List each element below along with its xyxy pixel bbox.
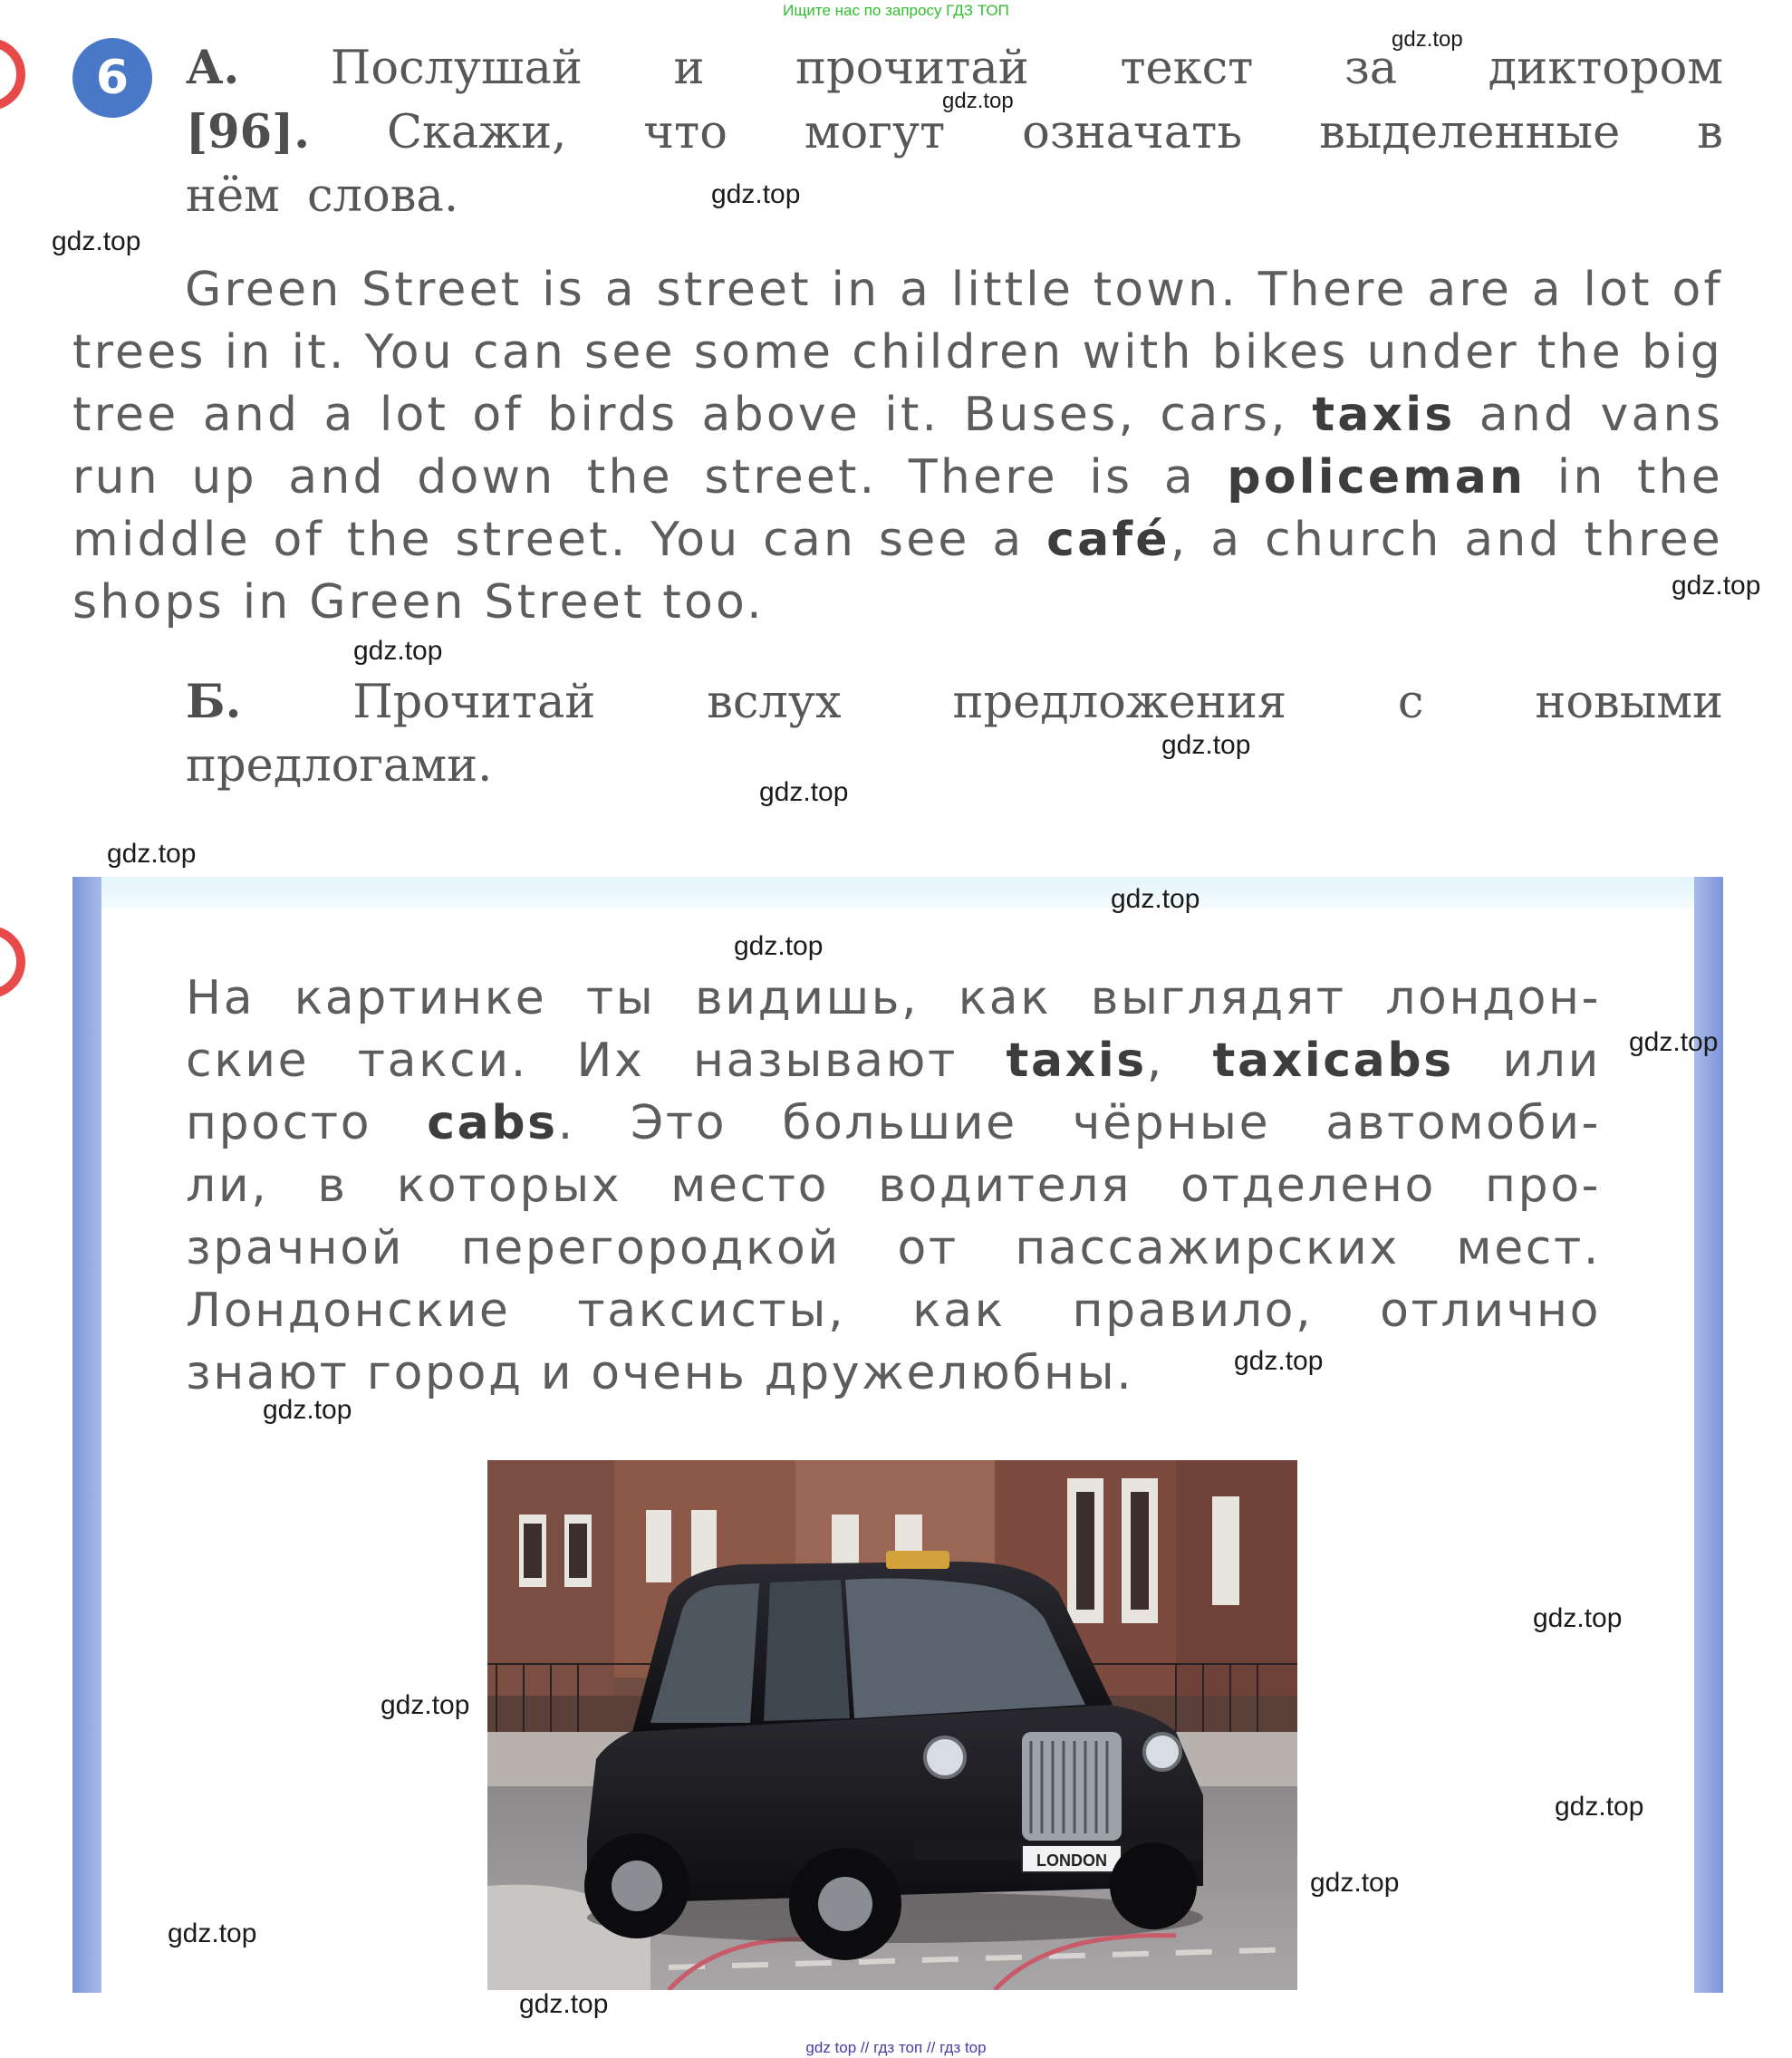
highlighted-word: taxis [1006, 1034, 1147, 1088]
word: с [1397, 676, 1424, 729]
watermark: gdz.top [1533, 1603, 1623, 1633]
watermark: gdz.top [1111, 884, 1200, 914]
watermark: gdz.top [1555, 1792, 1644, 1822]
word: диктором [1488, 42, 1724, 95]
word: новыми [1535, 676, 1724, 729]
word: за [1344, 42, 1398, 95]
task-b-line-2: предлогами. [186, 739, 493, 793]
highlighted-word: café [1046, 513, 1171, 567]
watermark: gdz.top [1629, 1027, 1719, 1057]
info-line: ли, в которых место водителя отделено про- [186, 1159, 1601, 1213]
watermark: gdz.top [734, 931, 824, 961]
passage-text: and vans run up and down the street. There is a [72, 388, 1723, 505]
info-box-top-band [72, 877, 1723, 908]
task-a-instruction [186, 36, 1723, 228]
watermark: gdz.top [168, 1919, 257, 1948]
word: и [673, 42, 705, 95]
taxi-illustration [487, 1460, 1297, 1990]
watermark: gdz.top [1161, 730, 1251, 760]
info-box-left-bar [72, 877, 101, 1993]
info-text: или [1453, 1034, 1601, 1088]
task-b-line-1 [186, 670, 1723, 735]
watermark: gdz.top [52, 226, 141, 256]
passage-text: Green Street is a street in a little town. There are a lot of trees in it. You can see some children with bikes under the big tree and a lot of birds above it. Buses, cars, [72, 263, 1723, 442]
info-line: знают город и очень дружелюбны. [186, 1346, 1134, 1400]
london-taxi-photo [487, 1460, 1297, 1990]
watermark: gdz.top [381, 1690, 470, 1720]
watermark: gdz.top [1234, 1346, 1324, 1376]
watermark: gdz.top [107, 839, 197, 869]
word: Скажи, [386, 106, 567, 159]
info-text: ские такси. Их называют [186, 1034, 1007, 1088]
info-text: , [1146, 1034, 1213, 1088]
watermark: gdz.top [942, 89, 1014, 113]
highlighted-word: taxis [1312, 388, 1456, 442]
top-notice: Ищите нас по запросу ГДЗ ТОП [783, 2, 1009, 19]
info-line: зрачной перегородкой от пассажирских мест. [186, 1221, 1601, 1275]
highlighted-word: taxicabs [1212, 1034, 1454, 1088]
task-a-line-3: нём слова. [186, 169, 459, 223]
info-line [186, 1092, 1601, 1155]
passage-text: in the middle of the street. You can see a [72, 450, 1723, 567]
task-b-letter: Б. [186, 675, 242, 729]
word: в [1697, 106, 1723, 159]
info-line: На картинке ты видишь, как выглядят лондон- [186, 971, 1601, 1025]
word: могут [804, 106, 946, 159]
license-plate: LONDON [1036, 1851, 1107, 1870]
info-line: Лондонские таксисты, как правило, отлично [186, 1284, 1601, 1338]
task-b-instruction [186, 670, 1723, 798]
watermark: gdz.top [263, 1395, 352, 1425]
word: что [643, 106, 727, 159]
word: вслух [707, 676, 842, 729]
word: текст [1120, 42, 1254, 95]
highlighted-word: cabs [427, 1096, 558, 1150]
info-box-text [186, 967, 1601, 1405]
watermark: gdz.top [711, 179, 801, 209]
watermark: gdz.top [1392, 27, 1463, 52]
word: прочитай [795, 42, 1029, 95]
info-text: просто [186, 1096, 428, 1150]
reading-passage [72, 259, 1723, 634]
info-line [186, 1030, 1601, 1092]
word: выделенные [1319, 106, 1621, 159]
watermark: gdz.top [353, 636, 443, 666]
footer-text: gdz top // гдз топ // гдз top [805, 2039, 987, 2056]
word: предложения [952, 676, 1287, 729]
passage-text: , a church and three shops in Green Street too. [72, 513, 1723, 630]
exercise-number-badge: 6 [72, 38, 152, 118]
watermark: gdz.top [759, 777, 849, 807]
word: означать [1022, 106, 1243, 159]
audio-track-ref: [96]. [186, 105, 310, 159]
watermark: gdz.top [1672, 571, 1761, 601]
watermark: gdz.top [519, 1989, 609, 2019]
word: Послушай [330, 42, 583, 95]
word: Прочитай [352, 676, 596, 729]
watermark: gdz.top [1310, 1868, 1400, 1898]
side-circle-decoration [0, 38, 25, 111]
task-a-letter: А. [186, 41, 240, 95]
side-circle-decoration [0, 926, 25, 998]
info-text: . Это большие чёрные автомоби- [557, 1096, 1601, 1150]
highlighted-word: policeman [1227, 450, 1527, 505]
